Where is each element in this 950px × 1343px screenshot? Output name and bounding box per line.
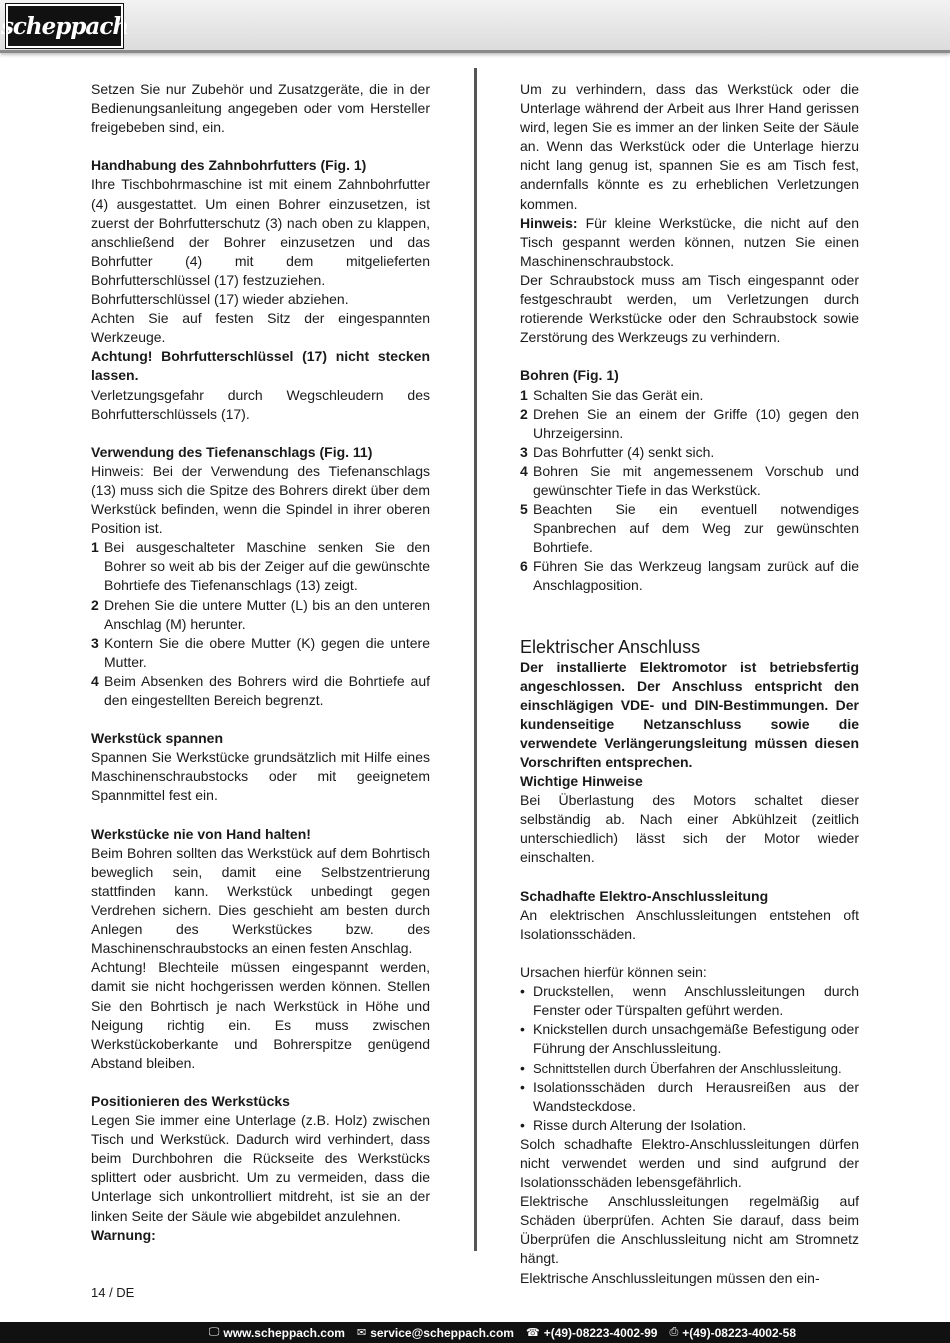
hint-text: Für kleine Werkstücke, die nicht auf den Tisch gespannt werden können, nutzen Sie einen Maschinenschraubstock. [520,214,859,269]
step-item: 3 Das Bohrfutter (4) senkt sich. [520,443,715,460]
step-list-bohren [520,386,859,596]
hint-paragraph [520,214,859,271]
paragraph: Achtung! Blechteile müssen eingespannt werden, damit sie nicht hochgerissen werden können. Stellen Sie den Bohrtisch je nach Werkstück in Höhe und Neigung richtig ein. Es muss zwischen Werkstückoberkante und Bohrerspitze genügend Abstand bleiben. [91,959,430,1071]
step-item: 3 Kontern Sie die obere Mutter (K) gegen die untere Mutter. [91,634,430,670]
paragraph: Elektrische Anschlussleitungen müssen den ein- [520,1269,820,1286]
monitor-icon: 🖵 [208,1326,220,1338]
bullet-item: • Druckstellen, wenn Anschlussleitungen durch Fenster oder Türspalten geführt werden. [520,983,859,1019]
mail-icon: ✉ [356,1327,367,1339]
bullet-item: • Schnittstellen durch Überfahren der Anschlussleitung. [520,1059,842,1076]
section-heading-werkstueck-spannen: Werkstück spannen [91,730,224,747]
bullet-item: • Knickstellen durch unsachgemäße Befestigung oder Führung der Anschlussleitung. [520,1021,859,1057]
step-item: 2 Drehen Sie an einem der Griffe (10) gegen den Uhrzeigersinn. [520,405,859,441]
paragraph: Bohrfutterschlüssel (17) wieder abziehen. [91,291,349,308]
paragraph: Ihre Tischbohrmaschine ist mit einem Zahnbohrfutter (4) ausgestattet. Um einen Bohrer einzusetzen, ist zuerst der Bohrfutterschutz (3) nach oben zu klappen, anschließend der Bohrer einzusetzen und das Bohrfutter (4) mit dem mitgelieferten Bohrfutterschlüssel (17) festzuziehen. [91,176,430,288]
fax-icon: ⎙ [669,1326,679,1338]
intro-paragraph: Setzen Sie nur Zubehör und Zusatzgeräte, die in der Bedienungsanleitung angegeben oder vom Hersteller freigebeben sind, ein. [91,81,430,136]
step-item: 5 Beachten Sie ein eventuell notwendiges Spanbrechen auf dem Weg zur gewünschten Bohrtiefe. [520,501,859,556]
footer-fax[interactable]: ⎙ +(49)-08223-4002-58 [669,1325,796,1340]
paragraph: Der Schraubstock muss am Tisch eingespannt oder festgeschraubt werden, um Verletzungen durch rotierende Werkstücke oder den Schraubstock sowie Zerstörung des Werkzeugs zu verhindern. [520,271,859,346]
section-heading-nie-von-hand: Werkstücke nie von Hand halten! [91,825,311,842]
section-heading-bohren: Bohren (Fig. 1) [520,367,619,384]
step-item: 6 Führen Sie das Werkzeug langsam zurück auf die Anschlagposition. [520,558,859,594]
paragraph: Verletzungsgefahr durch Wegschleudern des Bohrfutterschlüssels (17). [91,386,430,422]
bold-paragraph: Der installierte Elektromotor ist betriebsfertig angeschlossen. Der Anschluss entspricht den einschlägigen VDE- und DIN-Bestimmungen. Der kundenseitige Netzanschluss sowie die verwendete Verlängerungsleitung müssen diesen Vorschriften entsprechen. [520,658,859,770]
step-item: 4 Bohren Sie mit angemessenem Vorschub und gewünschter Tiefe in das Werkstück. [520,462,859,498]
step-item: 1 Bei ausgeschalteter Maschine senken Sie den Bohrer so weit ab bis der Zeiger auf die gewünschte Bohrtiefe des Tiefenanschlags (13) zeigt. [91,539,430,594]
section-heading-elektrischer-anschluss: Elektrischer Anschluss [520,636,701,657]
paragraph: Elektrische Anschlussleitungen regelmäßig auf Schäden überprüfen. Achten Sie darauf, dass beim Überprüfen die Anschlussleitung nicht am Stromnetz hängt. [520,1193,859,1267]
footer-phone[interactable]: ☎ +(49)-08223-4002-99 [525,1325,658,1340]
step-item: 2 Drehen Sie die untere Mutter (L) bis an den unteren Anschlag (M) herunter. [91,596,430,632]
hint-label: Hinweis: [520,214,578,231]
paragraph: An elektrischen Anschlussleitungen entstehen oft Isolationsschäden. [520,906,859,942]
step-item: 1 Schalten Sie das Gerät ein. [520,386,704,403]
paragraph: Bei Überlastung des Motors schaltet dieser selbständig ab. Nach einer Abkühlzeit (zeitlich unterschiedlich) lässt sich der Motor wieder einschalten. [520,792,859,866]
footer-mail[interactable]: ✉ service@scheppach.com [356,1325,514,1340]
subheading-wichtige-hinweise: Wichtige Hinweise [520,773,643,790]
brand-logo [0,4,129,48]
paragraph: Ursachen hierfür können sein: [520,964,707,981]
paragraph: Um zu verhindern, dass das Werkstück oder die Unterlage während der Arbeit aus Ihrer Hand gerissen wird, legen Sie es immer an der linken Seite der Säule an. Wenn das Werkstück oder die Unterlage hierzu nicht lang genug ist, spannen Sie es am Tisch fest, andernfalls könnte es zu erheblichen Verletzungen kommen. [520,81,859,212]
logo-text: scheppach [0,12,129,40]
paragraph: Beim Bohren sollten das Werkstück auf dem Bohrtisch beweglich sein, damit eine Selbstzentrierung stattfinden kann. Werkstück unbedingt gegen Verdrehen sichern. Dies geschieht am besten durch Anlegen des Werkstückes bzw. des Maschinenschraubstocks an einen festen Anschlag. [91,844,430,957]
warning-text: Achtung! Bohrfutterschlüssel (17) nicht stecken lassen. [91,348,430,384]
paragraph: Achten Sie auf festen Sitz der eingespannten Werkzeuge. [91,310,430,346]
paragraph: Solch schadhafte Elektro-Anschlussleitungen dürfen nicht verwendet werden und sind aufgrund der Isolationsschäden lebensgefährlich. [520,1135,859,1191]
phone-icon: ☎ [525,1327,540,1339]
step-item: 4 Beim Absenken des Bohrers wird die Bohrtiefe auf den eingestellten Bereich begrenzt. [91,672,430,708]
left-column [91,80,430,1245]
section-heading-schadhafte-leitung: Schadhafte Elektro-Anschlussleitung [520,887,769,904]
section-heading-positionieren: Positionieren des Werkstücks [91,1092,290,1109]
right-column [520,80,859,1288]
footer-web[interactable]: 🖵 www.scheppach.com [208,1325,345,1340]
section-heading-tiefenanschlag: Verwendung des Tiefenanschlags (Fig. 11) [91,443,373,460]
footer-bar [0,1322,950,1343]
bullet-list [520,982,859,1135]
page-number: 14 / DE [91,1285,135,1300]
paragraph: Legen Sie immer eine Unterlage (z.B. Holz) zwischen Tisch und Werkstück. Dadurch wird verhindert, dass beim Durchbohren die Rückseite des Werkstücks splittert oder ausbricht. Um zu vermeiden, dass die Unterlage sich unkontrolliert mitdreht, ist sie an der linken Seite der Säule wie abgebildet anzulehnen. [91,1112,430,1224]
header-bar [0,0,950,53]
step-list-tiefenanschlag [91,538,430,710]
bullet-item: • Isolationsschäden durch Herausreißen aus der Wandsteckdose. [520,1078,859,1114]
warning-label: Warnung: [91,1226,156,1243]
column-divider [474,68,477,1251]
paragraph: Hinweis: Bei der Verwendung des Tiefenanschlags (13) muss sich die Spitze des Bohrers direkt über dem Werkstück befinden, wenn die Spindel in ihrer oberen Position ist. [91,462,430,537]
section-heading-zahnbohrfutter: Handhabung des Zahnbohrfutters (Fig. 1) [91,157,367,174]
paragraph: Spannen Sie Werkstücke grundsätzlich mit Hilfe eines Maschinenschraubstocks oder mit geeignetem Spannmittel fest ein. [91,749,430,804]
bullet-item: • Risse durch Alterung der Isolation. [520,1116,747,1133]
